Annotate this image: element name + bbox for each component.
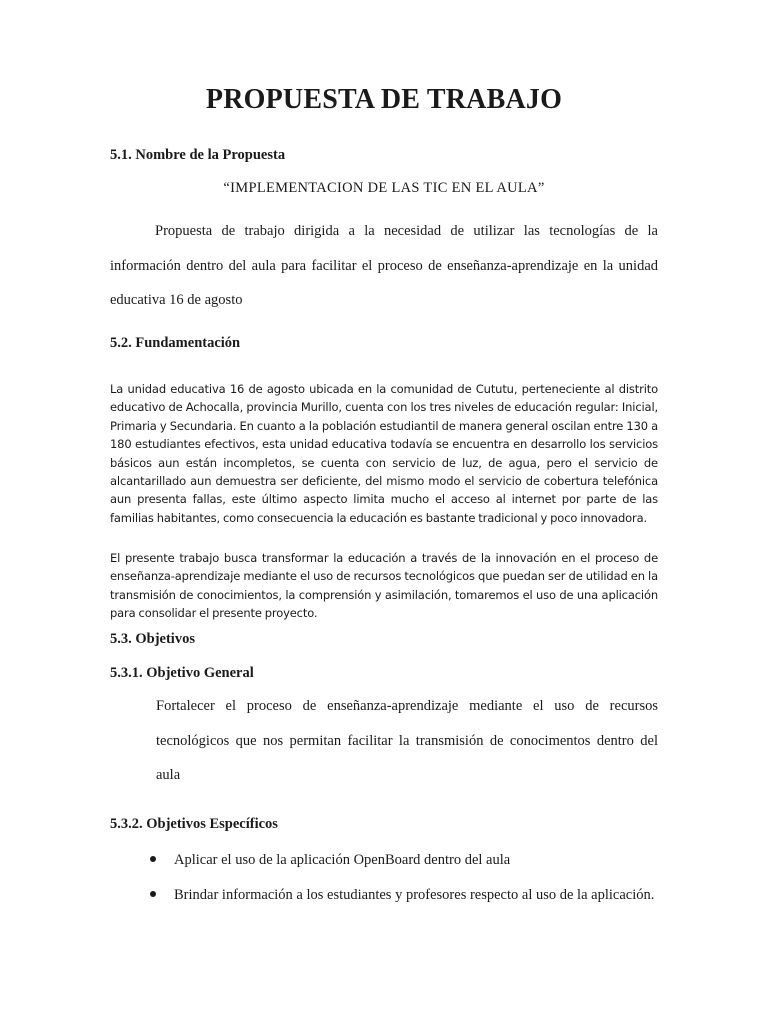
fundamentacion-paragraph-2: El presente trabajo busca transformar la educación a través de la innovación en el proceso de enseñanza-aprendizaje mediante el uso de recursos tecnológicos que puedan ser de utilidad en la transmisión de conocimientos, la comprensión y asimilación, tomaremos el uso de una aplicación para consolidar el presente proyecto.	[110, 551, 658, 621]
proposal-paragraph	[110, 214, 658, 318]
bullet-icon	[150, 891, 156, 897]
bullet-icon	[150, 856, 156, 862]
list-item-text: Aplicar el uso de la aplicación OpenBoard dentro del aula	[174, 852, 511, 868]
heading-5-1: 5.1. Nombre de la Propuesta	[110, 147, 286, 163]
fundamentacion-paragraph-1: La unidad educativa 16 de agosto ubicada en la comunidad de Cututu, perteneciente al distrito educativo de Achocalla, provincia Murillo, cuenta con los tres niveles de educación regular: Inicial, Primaria y Secundaria. En cuanto a la población estudiantil de manera general oscilan entre 130 a 180 estudiantes efectivos, esta unidad educativa todavía se encuentra en desarrollo los servicios básicos aun están incompletos, se cuenta con servicio de luz, de agua, pero el servicio de alcantarillado aun demuestra ser deficiente, del mismo modo el servicio de cobertura telefónica aun presenta fallas, este último aspecto limita mucho el acceso al internet por parte de las familias habitantes, como consecuencia la educación es bastante tradicional y poco innovadora.	[110, 382, 658, 525]
objetivo-general-paragraph: Fortalecer el proceso de enseñanza-aprendizaje mediante el uso de recursos tecnológicos que nos permitan facilitar la transmisión de conocimentos dentro del aula	[156, 698, 658, 783]
list-item-text: Brindar información a los estudiantes y profesores respecto al uso de la aplicación.	[174, 886, 655, 903]
list-item	[110, 878, 658, 913]
heading-5-3: 5.3. Objetivos	[110, 631, 195, 647]
proposal-name: “IMPLEMENTACION DE LAS TIC EN EL AULA”	[223, 180, 545, 196]
heading-5-3-2: 5.3.2. Objetivos Específicos	[110, 816, 278, 832]
list-item	[110, 843, 658, 878]
document-title: PROPUESTA DE TRABAJO	[205, 84, 563, 115]
objetivos-especificos-list	[110, 843, 658, 912]
heading-5-2: 5.2. Fundamentación	[110, 335, 241, 351]
heading-5-3-1: 5.3.1. Objetivo General	[110, 665, 254, 681]
proposal-paragraph-text: Propuesta de trabajo dirigida a la necesidad de utilizar las tecnologías de la información dentro del aula para facilitar el proceso de enseñanza-aprendizaje en la unidad educativa 16 de agosto	[110, 223, 658, 308]
